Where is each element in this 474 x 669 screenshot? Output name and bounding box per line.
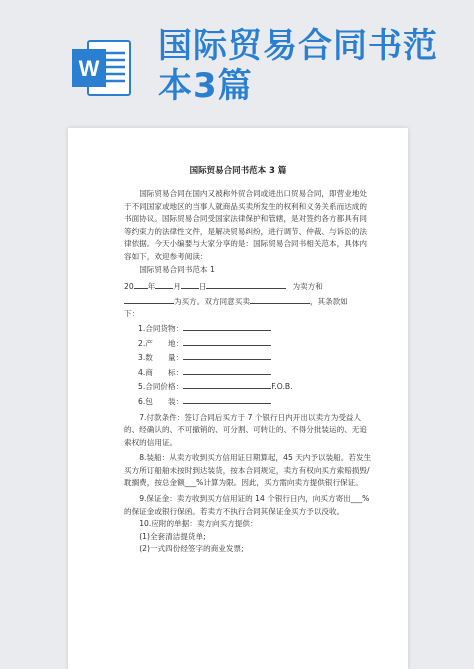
item-quantity: 3.数 量： bbox=[124, 350, 372, 365]
word-document-icon bbox=[70, 35, 132, 101]
document-heading: 国际贸易合同书范本 3 篇 bbox=[189, 166, 287, 176]
clause-shipment: 8.装船：从卖方收到买方信用证日期算起，45 天内予以装船。若发生买方所订船舶未按时到达装货，按本合同规定，卖方有权向买方索赔损毁/耽搁费，按总金额___%计算为限。因此，买方需向卖方提供银行保证。 bbox=[124, 453, 372, 488]
clause-deposit: 9.保证金：卖方收到买方信用证的 14 个银行日内，向买方寄出___%的保证金或银行保函。若卖方不执行合同其保证金买方予以没收。 bbox=[124, 494, 370, 516]
buyer-line: 为买方。双方同意买卖 ，其条款如 bbox=[124, 294, 372, 309]
word-letter: W bbox=[78, 56, 100, 81]
sample-title: 国际贸易合同书范本 1 bbox=[139, 264, 215, 274]
intro-paragraph: 国际贸易合同在国内又被称外贸合同或进出口贸易合同，即营业地处于不同国家或地区的当事人就商品买卖所发生的权利和义务关系而达成的书面协议。国际贸易合同受国家法律保护和管辖，是对签约各方都具有同等约束力的法律性文件，是解决贸易纠纷，进行调节、仲裁、与诉讼的法律依据。今天小编要与大家分享的是：国际贸易合同书相关范本，具体内容如下，欢迎参考阅读： bbox=[124, 189, 367, 261]
clause-payment: 7.付款条件：签订合同后买方于 7 个银行日内开出以卖方为受益人的、经确认的、不可撤销的、可分割、可转让的、不得分批装运的、无追索权的信用证。 bbox=[124, 412, 367, 447]
item-trademark: 4.商 标： bbox=[124, 365, 372, 380]
document-page bbox=[68, 128, 408, 669]
document-body bbox=[124, 188, 372, 556]
item-origin: 2.产 地： bbox=[124, 336, 372, 351]
date-line: 20 年 月 日 为卖方和 bbox=[124, 279, 372, 294]
below-text: 下： bbox=[124, 309, 140, 319]
item-packing: 6.包 装： bbox=[124, 394, 372, 409]
header bbox=[0, 0, 474, 120]
page-title: 国际贸易合同书范本3篇 bbox=[158, 26, 438, 106]
sub-item-2: (2)一式四份经签字的商业发票; bbox=[139, 544, 244, 554]
sub-item-1: (1)全套清洁提货单; bbox=[139, 531, 206, 541]
item-price: 5.合同价格： F.O.B. bbox=[124, 379, 372, 394]
item-contract-goods: 1.合同货物： bbox=[124, 321, 372, 336]
clause-documents: 10.应附的单据：卖方向买方提供： bbox=[139, 519, 258, 529]
